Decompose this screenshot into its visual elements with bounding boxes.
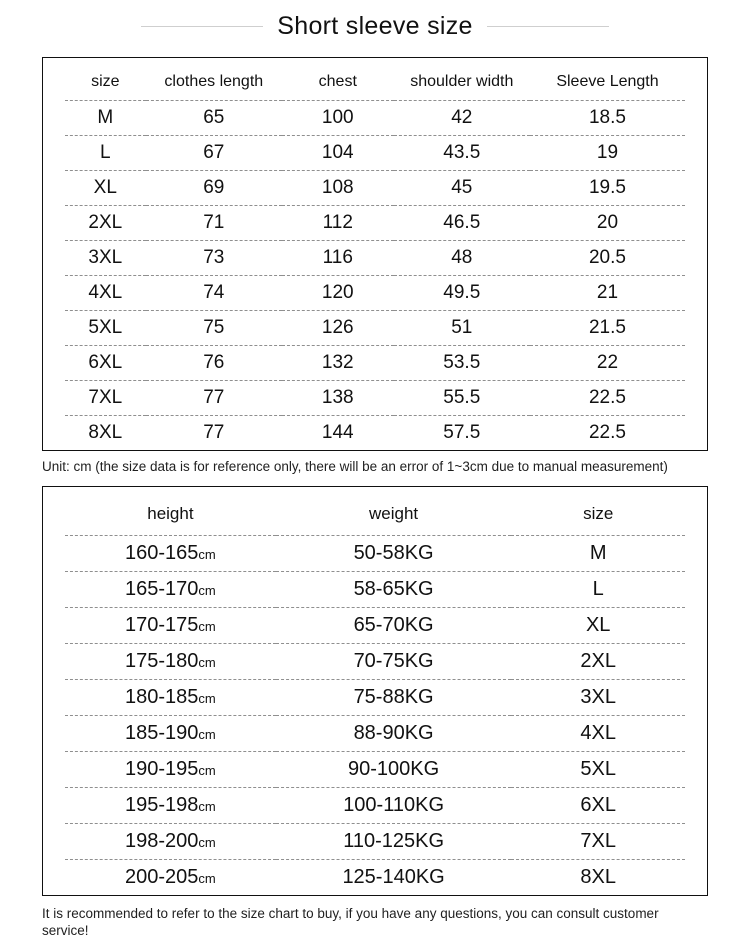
cell-length: 65: [146, 101, 282, 136]
table-row: [65, 823, 685, 859]
cell-chest: 138: [282, 381, 394, 416]
cell-size: 8XL: [65, 416, 146, 451]
cell-weight: 100-110KG: [276, 787, 512, 823]
cell-sleeve: 19: [530, 136, 685, 171]
cell-size: 4XL: [65, 276, 146, 311]
cell-chest: 126: [282, 311, 394, 346]
cell-height: [65, 571, 276, 607]
height-unit: cm: [198, 618, 216, 634]
cell-chest: 144: [282, 416, 394, 451]
cell-sleeve: 20.5: [530, 241, 685, 276]
cell-height: [65, 751, 276, 787]
cell-chest: 108: [282, 171, 394, 206]
table-row: [65, 679, 685, 715]
cell-shoulder: 49.5: [394, 276, 530, 311]
cell-sleeve: 22.5: [530, 381, 685, 416]
cell-sleeve: 22.5: [530, 416, 685, 451]
cell-shoulder: 42: [394, 101, 530, 136]
table-row: [65, 206, 685, 241]
cell-size: XL: [65, 171, 146, 206]
table-row: [65, 535, 685, 571]
cell-weight: 125-140KG: [276, 859, 512, 895]
title-rule-right: [487, 26, 609, 27]
cell-chest: 120: [282, 276, 394, 311]
cell-weight: 50-58KG: [276, 535, 512, 571]
col-header-clothes-length: clothes length: [164, 73, 264, 90]
col-header-shoulder-width: shoulder width: [410, 73, 514, 90]
cell-size: 8XL: [511, 859, 685, 895]
cell-length: 76: [146, 346, 282, 381]
cell-chest: 100: [282, 101, 394, 136]
height-unit: cm: [198, 546, 216, 562]
col-header-chest: chest: [318, 73, 357, 90]
cell-sleeve: 19.5: [530, 171, 685, 206]
page-title: Short sleeve size: [277, 12, 473, 40]
table-row: [65, 787, 685, 823]
cell-chest: 112: [282, 206, 394, 241]
cell-weight: 75-88KG: [276, 679, 512, 715]
cell-shoulder: 48: [394, 241, 530, 276]
height-value: 160-165: [125, 541, 199, 564]
cell-size: M: [511, 535, 685, 571]
table-row: [65, 751, 685, 787]
cell-length: 77: [146, 416, 282, 451]
table-row: [65, 715, 685, 751]
height-unit: cm: [198, 654, 216, 670]
cell-shoulder: 46.5: [394, 206, 530, 241]
cell-height: [65, 823, 276, 859]
cell-sleeve: 21: [530, 276, 685, 311]
cell-height: [65, 859, 276, 895]
cell-size: 5XL: [511, 751, 685, 787]
size-table-header-row: [65, 58, 685, 101]
cell-size: 5XL: [65, 311, 146, 346]
cell-sleeve: 21.5: [530, 311, 685, 346]
cell-length: 67: [146, 136, 282, 171]
cell-shoulder: 53.5: [394, 346, 530, 381]
cell-sleeve: 20: [530, 206, 685, 241]
size-table: [65, 58, 685, 450]
cell-height: [65, 535, 276, 571]
cell-size: 2XL: [511, 643, 685, 679]
cell-size: 3XL: [65, 241, 146, 276]
recommend-table-container: [42, 486, 708, 896]
cell-length: 73: [146, 241, 282, 276]
cell-weight: 70-75KG: [276, 643, 512, 679]
cell-length: 71: [146, 206, 282, 241]
cell-size: 7XL: [65, 381, 146, 416]
cell-sleeve: 18.5: [530, 101, 685, 136]
table-row: [65, 136, 685, 171]
cell-length: 69: [146, 171, 282, 206]
height-unit: cm: [198, 798, 216, 814]
cell-shoulder: 51: [394, 311, 530, 346]
cell-size: 7XL: [511, 823, 685, 859]
height-value: 190-195: [125, 757, 199, 780]
cell-weight: 90-100KG: [276, 751, 512, 787]
size-table-container: [42, 57, 708, 451]
footer-note: It is recommended to refer to the size chart to buy, if you have any questions, you can consult customer service!: [42, 905, 659, 939]
col-header-size: size: [91, 73, 120, 90]
cell-weight: 88-90KG: [276, 715, 512, 751]
table-row: [65, 607, 685, 643]
cell-height: [65, 643, 276, 679]
height-unit: cm: [198, 870, 216, 886]
height-unit: cm: [198, 726, 216, 742]
cell-weight: 65-70KG: [276, 607, 512, 643]
table-row: [65, 101, 685, 136]
table-row: [65, 276, 685, 311]
cell-length: 74: [146, 276, 282, 311]
height-unit: cm: [198, 582, 216, 598]
table-row: [65, 381, 685, 416]
table-row: [65, 311, 685, 346]
table-row: [65, 241, 685, 276]
cell-height: [65, 679, 276, 715]
height-unit: cm: [198, 762, 216, 778]
cell-shoulder: 55.5: [394, 381, 530, 416]
cell-size: 4XL: [511, 715, 685, 751]
recommend-table-header-row: [65, 487, 685, 536]
cell-size: L: [511, 571, 685, 607]
height-value: 198-200: [125, 829, 199, 852]
cell-size: XL: [511, 607, 685, 643]
cell-shoulder: 57.5: [394, 416, 530, 451]
height-value: 200-205: [125, 865, 199, 888]
cell-height: [65, 607, 276, 643]
cell-length: 75: [146, 311, 282, 346]
height-value: 180-185: [125, 685, 199, 708]
height-unit: cm: [198, 834, 216, 850]
cell-size: 3XL: [511, 679, 685, 715]
title-rule-left: [141, 26, 263, 27]
recommend-table: [65, 487, 685, 895]
col-header-weight: weight: [369, 503, 419, 523]
cell-weight: 58-65KG: [276, 571, 512, 607]
cell-height: [65, 715, 276, 751]
table-row: [65, 416, 685, 451]
cell-height: [65, 787, 276, 823]
cell-size: L: [65, 136, 146, 171]
cell-chest: 104: [282, 136, 394, 171]
cell-size: 2XL: [65, 206, 146, 241]
col-header-sleeve-length: Sleeve Length: [556, 73, 659, 90]
cell-size: 6XL: [511, 787, 685, 823]
height-value: 165-170: [125, 577, 199, 600]
col-header-size: size: [583, 503, 614, 523]
cell-size: M: [65, 101, 146, 136]
cell-chest: 116: [282, 241, 394, 276]
cell-shoulder: 43.5: [394, 136, 530, 171]
table-row: [65, 171, 685, 206]
col-header-height: height: [147, 503, 194, 523]
table-row: [65, 859, 685, 895]
cell-length: 77: [146, 381, 282, 416]
height-value: 175-180: [125, 649, 199, 672]
cell-shoulder: 45: [394, 171, 530, 206]
page-title-row: [0, 0, 750, 49]
table-row: [65, 643, 685, 679]
table-row: [65, 346, 685, 381]
height-value: 170-175: [125, 613, 199, 636]
cell-sleeve: 22: [530, 346, 685, 381]
cell-size: 6XL: [65, 346, 146, 381]
height-value: 185-190: [125, 721, 199, 744]
cell-weight: 110-125KG: [276, 823, 512, 859]
table-row: [65, 571, 685, 607]
unit-note: Unit: cm (the size data is for reference only, there will be an error of 1~3cm due to manual measurement): [42, 459, 668, 474]
height-value: 195-198: [125, 793, 199, 816]
height-unit: cm: [198, 690, 216, 706]
cell-chest: 132: [282, 346, 394, 381]
